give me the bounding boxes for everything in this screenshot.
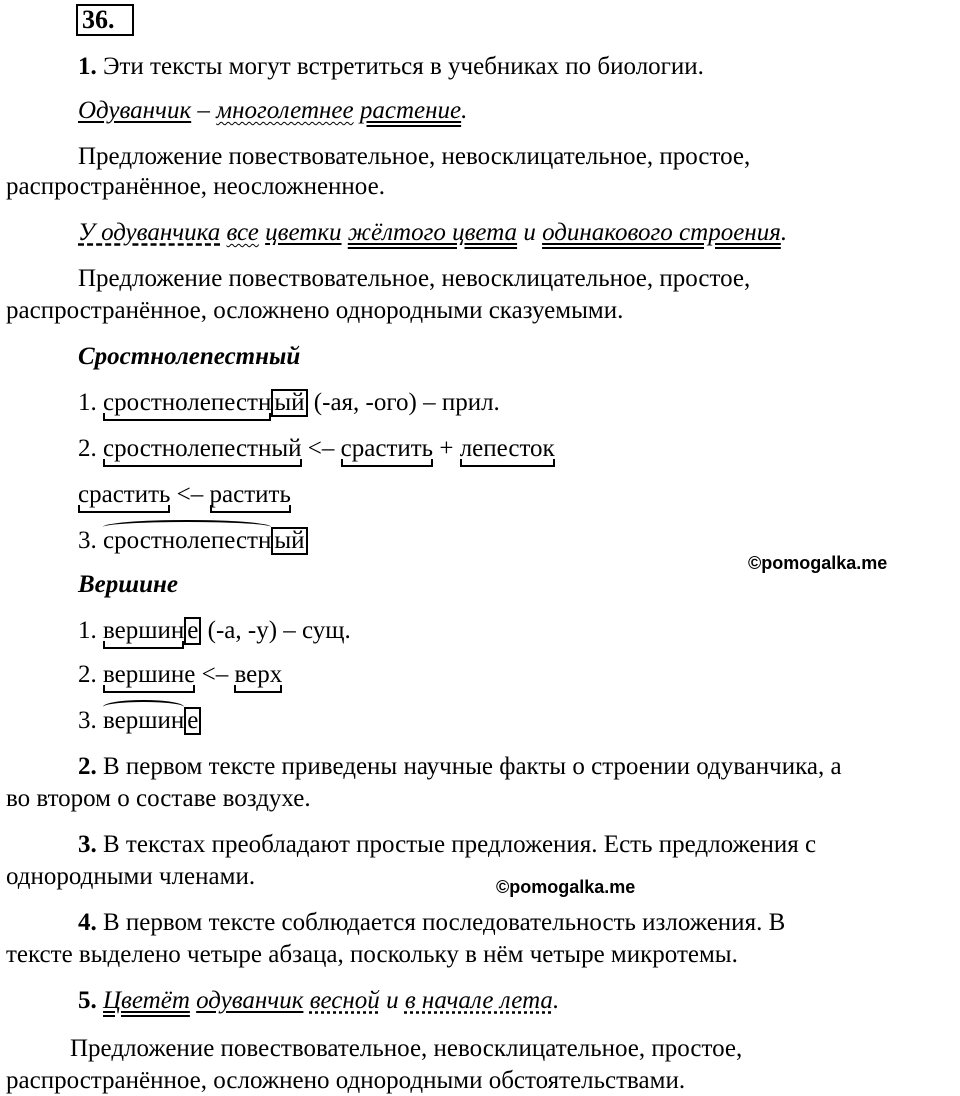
- word-ending: ый: [271, 389, 307, 417]
- word-2-line-3: [78, 706, 201, 736]
- definition: все: [226, 219, 259, 246]
- word-morphemes: сростнолепестн: [103, 527, 272, 554]
- word-ending: е: [184, 707, 201, 735]
- item-number: 4.: [78, 909, 97, 936]
- sentence-2-description-line-1: Предложение повествовательное, невосклицательное, простое,: [78, 265, 751, 292]
- line-number: 3.: [78, 527, 97, 554]
- sentence-2: [78, 218, 787, 248]
- watermark: ©pomogalka.me: [496, 877, 636, 897]
- paragraph-4-line-1: [78, 908, 785, 938]
- word-1-line-2b: [78, 480, 291, 510]
- item-number: 3.: [78, 831, 97, 858]
- dash: –: [191, 97, 217, 124]
- derivation-arrow: <–: [195, 661, 235, 688]
- item-number: 5.: [78, 987, 97, 1014]
- word-grammar: (-ая, -ого) – прил.: [307, 389, 500, 416]
- item-text: Эти тексты могут встретиться в учебниках по биологии.: [96, 53, 704, 80]
- source-word-2: лепесток: [459, 435, 555, 462]
- paragraph-3-line-1: [78, 830, 816, 860]
- paragraph-4-line-2: тексте выделено четыре абзаца, поскольку в нём четыре микротемы.: [6, 941, 738, 968]
- line-number: 1.: [78, 389, 97, 416]
- sentence-2-description-line-2: распространённое, осложнено однородными сказуемыми.: [6, 297, 624, 324]
- predicate-1: жёлтого цвета: [347, 219, 518, 246]
- line-number: 1.: [78, 617, 97, 644]
- conjunction: и: [523, 219, 536, 246]
- definition: многолетнее: [216, 97, 354, 124]
- word-1-line-1: [78, 388, 500, 418]
- word-1-line-3: [78, 526, 308, 556]
- subject: цветки: [265, 219, 342, 246]
- predicate: растение: [359, 97, 462, 124]
- paragraph-1: [78, 52, 704, 82]
- word-morphemes: вершин: [103, 707, 185, 734]
- adverbial-1: весной: [309, 987, 380, 1014]
- derivation-arrow: <–: [301, 435, 341, 462]
- word-grammar: (-а, -у) – сущ.: [201, 617, 351, 644]
- line-number: 2.: [78, 661, 97, 688]
- paragraph-2-line-1: [78, 752, 842, 782]
- period: .: [461, 97, 468, 124]
- item-text: В текстах преобладают простые предложения. Есть предложения с: [96, 831, 817, 858]
- word-1-title: Сростнолепестный: [78, 343, 301, 370]
- subject: Одуванчик: [78, 97, 192, 124]
- sentence-5-description-line-2: распространённое, осложнено однородными обстоятельствами.: [6, 1067, 686, 1094]
- item-number: 1.: [78, 53, 97, 80]
- sentence-1-description-line-2: распространённое, неосложненное.: [6, 173, 385, 200]
- watermark: ©pomogalka.me: [748, 553, 888, 573]
- word-base: сростнолепестн: [103, 389, 272, 416]
- word-base: вершин: [103, 617, 185, 644]
- item-number: 2.: [78, 753, 97, 780]
- derived-word: сростнолепестный: [103, 435, 302, 462]
- paragraph-5: [78, 986, 559, 1016]
- paragraph-2-line-2: во втором о составе воздухе.: [6, 785, 311, 812]
- derivation-arrow: <–: [170, 481, 210, 508]
- task-number: 36.: [76, 4, 134, 36]
- word-2-line-2: [78, 660, 282, 690]
- word-2-line-1: [78, 616, 351, 646]
- subject: одуванчик: [196, 987, 304, 1014]
- source-word: верх: [234, 661, 283, 688]
- item-text: В первом тексте соблюдается последовательность изложения. В: [96, 909, 786, 936]
- object: У одуванчика: [78, 219, 221, 246]
- word-2-title: Вершине: [78, 571, 178, 598]
- line-number: 2.: [78, 435, 97, 462]
- paragraph-3-line-2: однородными членами.: [6, 863, 256, 890]
- word-ending: е: [184, 617, 201, 645]
- plus-sign: +: [433, 435, 460, 462]
- item-text: В первом тексте приведены научные факты о строении одуванчика, а: [96, 753, 842, 780]
- sentence-5-description-line-1: Предложение повествовательное, невосклицательное, простое,: [70, 1035, 743, 1062]
- sentence-1-description-line-1: Предложение повествовательное, невосклицательное, простое,: [78, 143, 751, 170]
- adverbial-2: в начале лета: [404, 987, 553, 1014]
- derived-word: срастить: [78, 481, 171, 508]
- period: .: [780, 219, 788, 246]
- predicate-2: одинакового строения: [542, 219, 781, 246]
- word-ending: ый: [271, 527, 307, 555]
- line-number: 3.: [78, 707, 97, 734]
- sentence-1: [78, 96, 467, 126]
- source-word-1: срастить: [340, 435, 434, 462]
- period: .: [552, 987, 560, 1014]
- derived-word: вершине: [103, 661, 196, 688]
- predicate: Цветёт: [103, 987, 190, 1014]
- source-word: растить: [209, 481, 291, 508]
- word-1-line-2: [78, 434, 555, 464]
- conjunction: и: [386, 987, 399, 1014]
